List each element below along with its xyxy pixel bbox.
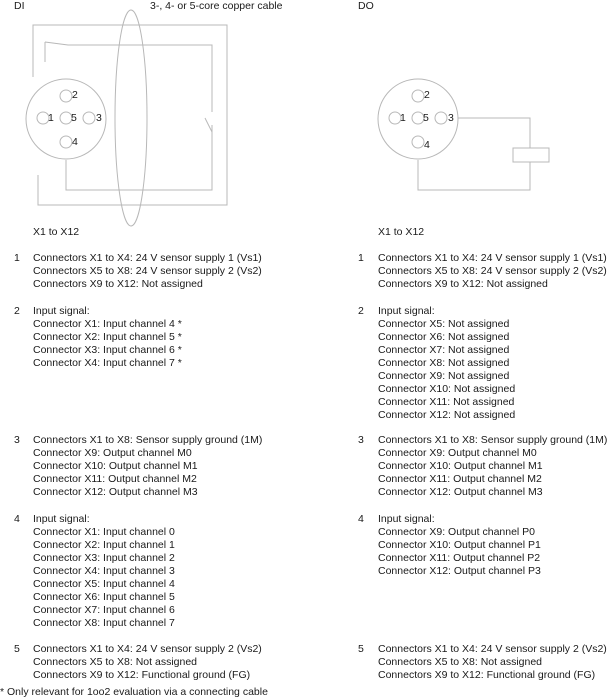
cable-bundle	[115, 10, 147, 226]
do-item-3: Connectors X1 to X8: Sensor supply ground (1M) Connector X9: Output channel M0 Connector X10: Output channel M1 Connector X11: Output channel M2 Connector X12: Output channel M3	[378, 434, 608, 498]
do-item-3-number: 3	[358, 434, 364, 446]
do-connector-caption: X1 to X12	[378, 226, 425, 238]
do-item-2: Input signal: Connector X5: Not assigned Connector X6: Not assigned Connector X7: Not assigned Connector X8: Not assigned Connector X9: Not assigned Connector X10: Not assigned Connector X11: Not assigned Connector X12: Not assigned	[378, 305, 516, 421]
do-connector-housing	[378, 79, 458, 159]
cable-label: 3-, 4- or 5-core copper cable	[150, 0, 283, 12]
di-pin-2: 2	[72, 89, 78, 101]
di-item-4-number: 4	[14, 513, 20, 525]
do-label: DO	[358, 0, 374, 12]
di-item-5: Connectors X1 to X4: 24 V sensor supply 2 (Vs2) Connectors X5 to X8: Not assigned Connectors X9 to X12: Functional ground (FG)	[33, 643, 262, 681]
di-pin-1: 1	[48, 112, 54, 124]
di-pin-5: 5	[71, 112, 77, 124]
di-item-2: Input signal: Connector X1: Input channel 4 * Connector X2: Input channel 5 * Connector X3: Input channel 6 * Connector X4: Input channel 7 *	[33, 305, 182, 369]
footnote: * Only relevant for 1oo2 evaluation via a connecting cable	[0, 686, 268, 698]
do-pin-4: 4	[424, 139, 430, 151]
do-item-4: Input signal: Connector X9: Output channel P0 Connector X10: Output channel P1 Connector X11: Output channel P2 Connector X12: Output channel P3	[378, 513, 541, 577]
wiring-diagram	[0, 0, 616, 230]
do-item-1: Connectors X1 to X4: 24 V sensor supply 1 (Vs1) Connectors X5 to X8: 24 V sensor supply 2 (Vs2) Connectors X9 to X12: Not assigned	[378, 252, 607, 290]
do-pin-2: 2	[424, 89, 430, 101]
do-item-5: Connectors X1 to X4: 24 V sensor supply 2 (Vs2) Connectors X5 to X8: Not assigned Connectors X9 to X12: Functional ground (FG)	[378, 643, 607, 681]
do-item-2-number: 2	[358, 305, 364, 317]
load-element	[513, 148, 549, 162]
di-item-1-number: 1	[14, 252, 20, 264]
di-item-2-number: 2	[14, 305, 20, 317]
di-connector-caption: X1 to X12	[33, 226, 80, 238]
di-connector-housing	[26, 79, 106, 159]
di-label: DI	[14, 0, 25, 12]
do-item-1-number: 1	[358, 252, 364, 264]
do-item-4-number: 4	[358, 513, 364, 525]
di-item-1: Connectors X1 to X4: 24 V sensor supply 1 (Vs1) Connectors X5 to X8: 24 V sensor supply 2 (Vs2) Connectors X9 to X12: Not assigned	[33, 252, 262, 290]
di-pin-4: 4	[72, 136, 78, 148]
di-item-5-number: 5	[14, 643, 20, 655]
di-item-3: Connectors X1 to X8: Sensor supply ground (1M) Connector X9: Output channel M0 Connector X10: Output channel M1 Connector X11: Output channel M2 Connector X12: Output channel M3	[33, 434, 263, 498]
do-pin-1: 1	[400, 112, 406, 124]
do-pin-3: 3	[448, 112, 454, 124]
do-pin-5: 5	[423, 112, 429, 124]
di-item-3-number: 3	[14, 434, 20, 446]
di-item-4: Input signal: Connector X1: Input channel 0 Connector X2: Input channel 1 Connector X3: Input channel 2 Connector X4: Input channel 3 Connector X5: Input channel 4 Connector X6: Input channel 5 Connector X7: Input channel 6 Connector X8: Input channel 7	[33, 513, 175, 629]
do-item-5-number: 5	[358, 643, 364, 655]
di-pin-3: 3	[96, 112, 102, 124]
